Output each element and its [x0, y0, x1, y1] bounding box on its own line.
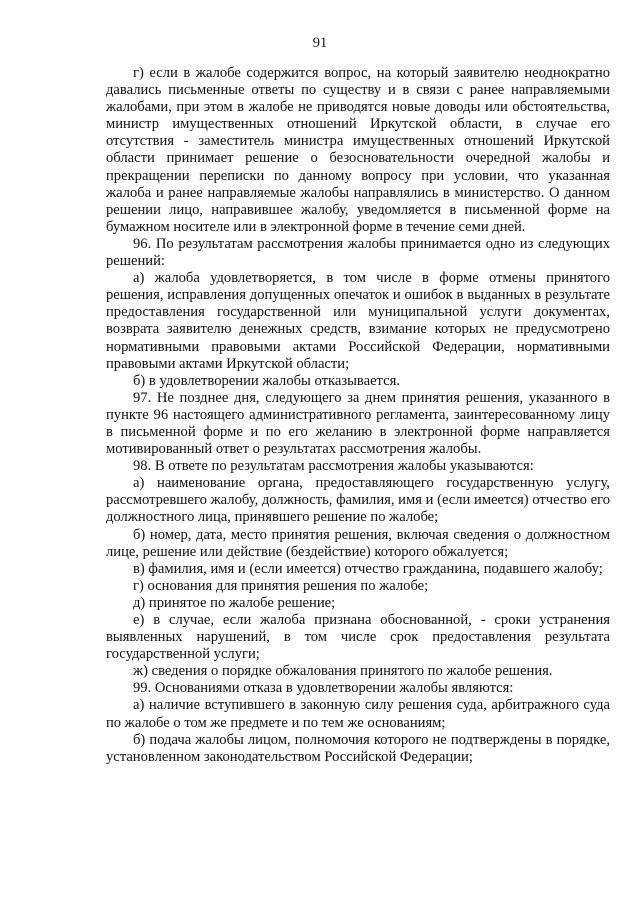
paragraph-g-repeat-complaint: г) если в жалобе содержится вопрос, на который заявителю неоднократно давались письменные ответы по существу и в связи с ранее направляемыми жалобами, при этом в жалобе не приводятся новые доводы или обстоятельства, министр имущественных отношений Иркутской области, в случае его отсутствия - заместитель министра имущественных отношений Иркутской области принимает решение о безосновательности очередной жалобы и прекращении переписки по данному вопросу при условии, что указанная жалоба и ранее направляемые жалобы направлялись в министерство. О данном решении лицо, направившее жалобу, уведомляется в письменной форме на бумажном носителе или в электронной форме в течение семи дней.: [106, 65, 610, 235]
paragraph-98-e: е) в случае, если жалоба признана обоснованной, - сроки устранения выявленных нарушений, в том числе срок предоставления результата государственной услуги;: [106, 612, 610, 663]
document-body: [106, 65, 610, 766]
paragraph-98-a: а) наименование органа, предоставляющего государственную услугу, рассмотревшего жалобу, должность, фамилия, имя и (если имеется) отчество его должностного лица, принявшего решение по жалобе;: [106, 475, 610, 526]
paragraph-96-b: б) в удовлетворении жалобы отказывается.: [133, 372, 400, 389]
paragraph-96: 96. По результатам рассмотрения жалобы принимается одно из следующих решений:: [106, 235, 610, 270]
paragraph-98-d: д) принятое по жалобе решение;: [133, 594, 336, 611]
paragraph-99-b: б) подача жалобы лицом, полномочия которого не подтверждены в порядке, установленном законодательством Российской Федерации;: [106, 731, 610, 765]
paragraph-98-v: в) фамилия, имя и (если имеется) отчество гражданина, подавшего жалобу;: [133, 560, 603, 577]
paragraph-98-b: б) номер, дата, место принятия решения, включая сведения о должностном лице, решение или действие (бездействие) которого обжалуется;: [106, 526, 610, 560]
paragraph-98-zh: ж) сведения о порядке обжалования принятого по жалобе решения.: [133, 663, 553, 680]
paragraph-99-a: а) наличие вступившего в законную силу решения суда, арбитражного суда по жалобе о том же предмете и по тем же основаниям;: [106, 697, 610, 731]
paragraph-99: 99. Основаниями отказа в удовлетворении жалобы являются:: [133, 680, 514, 697]
paragraph-97: 97. Не позднее дня, следующего за днем принятия решения, указанного в пункте 96 настоящего административного регламента, заинтересованному лицу в письменной форме и по его желанию в электронной форме направляется мотивированный ответ о результатах рассмотрения жалобы.: [106, 389, 610, 458]
paragraph-98: 98. В ответе по результатам рассмотрения жалобы указываются:: [133, 458, 534, 475]
paragraph-96-a: а) жалоба удовлетворяется, в том числе в форме отмены принятого решения, исправления допущенных опечаток и ошибок в выданных в результате предоставления государственной или муниципальной услуги документах, возврата заявителю денежных средств, взимание которых не предусмотрено нормативными правовыми актами Российской Федерации, нормативными правовыми актами Иркутской области;: [106, 270, 610, 372]
paragraph-98-g: г) основания для принятия решения по жалобе;: [133, 577, 429, 594]
page-number: 91: [312, 35, 328, 51]
